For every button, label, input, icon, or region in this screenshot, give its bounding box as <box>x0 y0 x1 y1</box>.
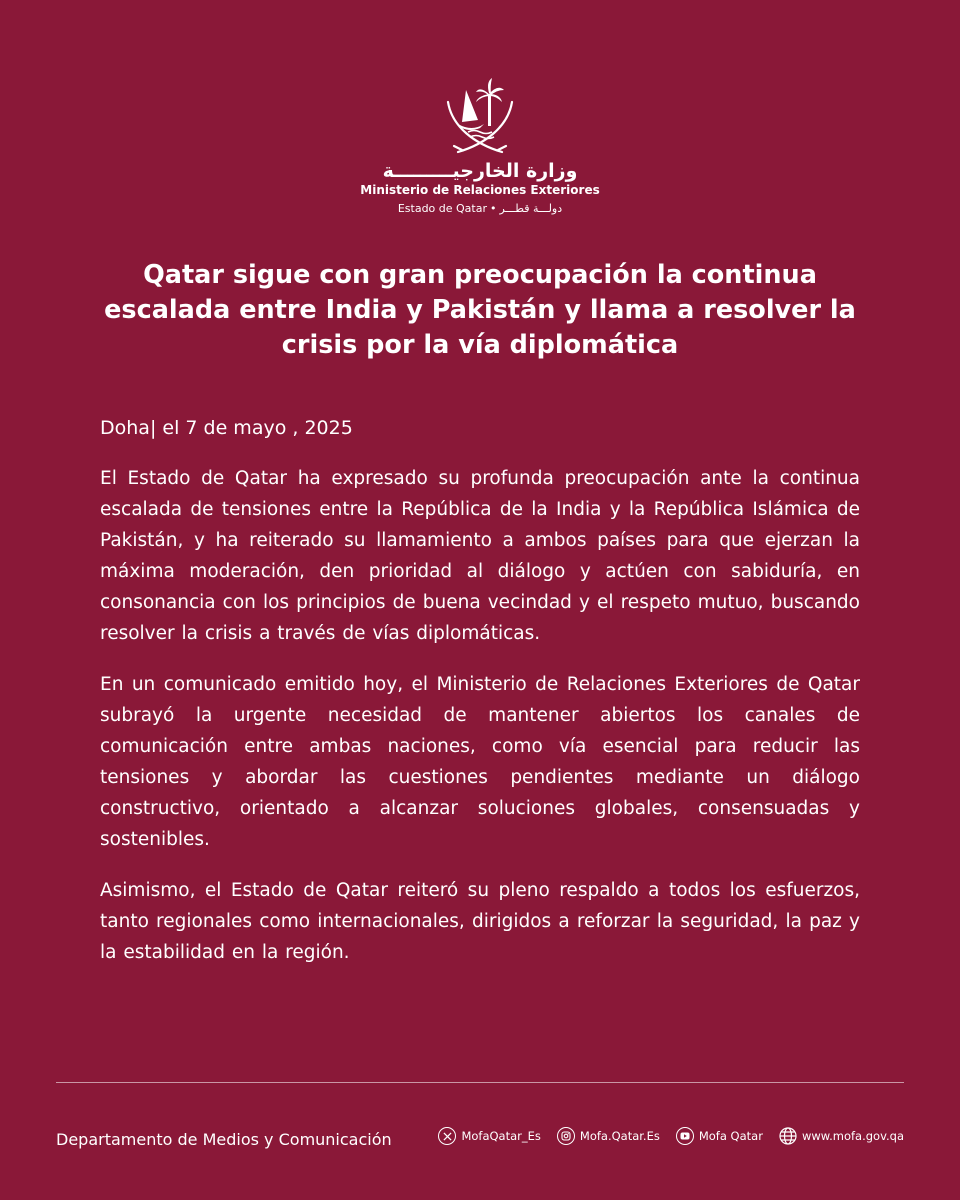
instagram-link[interactable] <box>557 1127 660 1145</box>
instagram-icon <box>557 1127 575 1145</box>
ministry-name-arabic: وزارة الخارجيـــــــــة <box>382 160 578 182</box>
instagram-handle: Mofa.Qatar.Es <box>579 1129 660 1143</box>
paragraph-1: El Estado de Qatar ha expresado su profunda preocupación ante la continua escalada de tensiones entre la República de la India y la República Islámica de Pakistán, y ha reiterado su llamamiento a ambos países para que ejerzan la máxima moderación, den prioridad al diálogo y actúen con sabiduría, en consonancia con los principios de buena vecindad y el respeto mutuo, buscando resolver la crisis a través de vías diplomáticas. <box>100 468 860 644</box>
headline: Qatar sigue con gran preocupación la continua escalada entre India y Pakistán y llama a resolver la crisis por la vía diplomática <box>104 260 856 360</box>
social-links <box>438 1127 904 1145</box>
qatar-emblem-logo <box>440 72 520 158</box>
youtube-channel: Mofa Qatar <box>698 1129 763 1143</box>
youtube-icon <box>676 1127 694 1145</box>
paragraph-3: Asimismo, el Estado de Qatar reiteró su pleno respaldo a todos los esfuerzos, tanto regionales como internacionales, dirigidos a reforzar la seguridad, la paz y la estabilidad en la región. <box>100 880 860 963</box>
paragraph-2: En un comunicado emitido hoy, el Ministerio de Relaciones Exteriores de Qatar subrayó la urgente necesidad de mantener abiertos los canales de comunicación entre ambas naciones, como vía esencial para reducir las tensiones y abordar las cuestiones pendientes mediante un diálogo constructivo, orientado a alcanzar soluciones globales, consensuadas y sostenibles. <box>100 674 860 850</box>
dateline: Doha| el 7 de mayo , 2025 <box>100 417 353 439</box>
article-body <box>100 463 860 988</box>
youtube-link[interactable] <box>676 1127 763 1145</box>
globe-icon <box>779 1127 797 1145</box>
state-name <box>330 202 630 215</box>
footer-divider <box>56 1082 904 1083</box>
x-link[interactable] <box>438 1127 540 1145</box>
state-name-arabic: دولـــة قطـــر <box>499 202 563 215</box>
ministry-name-spanish: Ministerio de Relaciones Exteriores <box>360 183 600 197</box>
state-separator: • <box>490 202 497 215</box>
department-name: Departamento de Medios y Comunicación <box>56 1130 392 1149</box>
x-handle: MofaQatar_Es <box>461 1129 541 1143</box>
website-url: www.mofa.gov.qa <box>801 1129 904 1143</box>
state-name-spanish: Estado de Qatar <box>397 202 487 215</box>
x-icon <box>438 1127 456 1145</box>
website-link[interactable] <box>779 1127 904 1145</box>
